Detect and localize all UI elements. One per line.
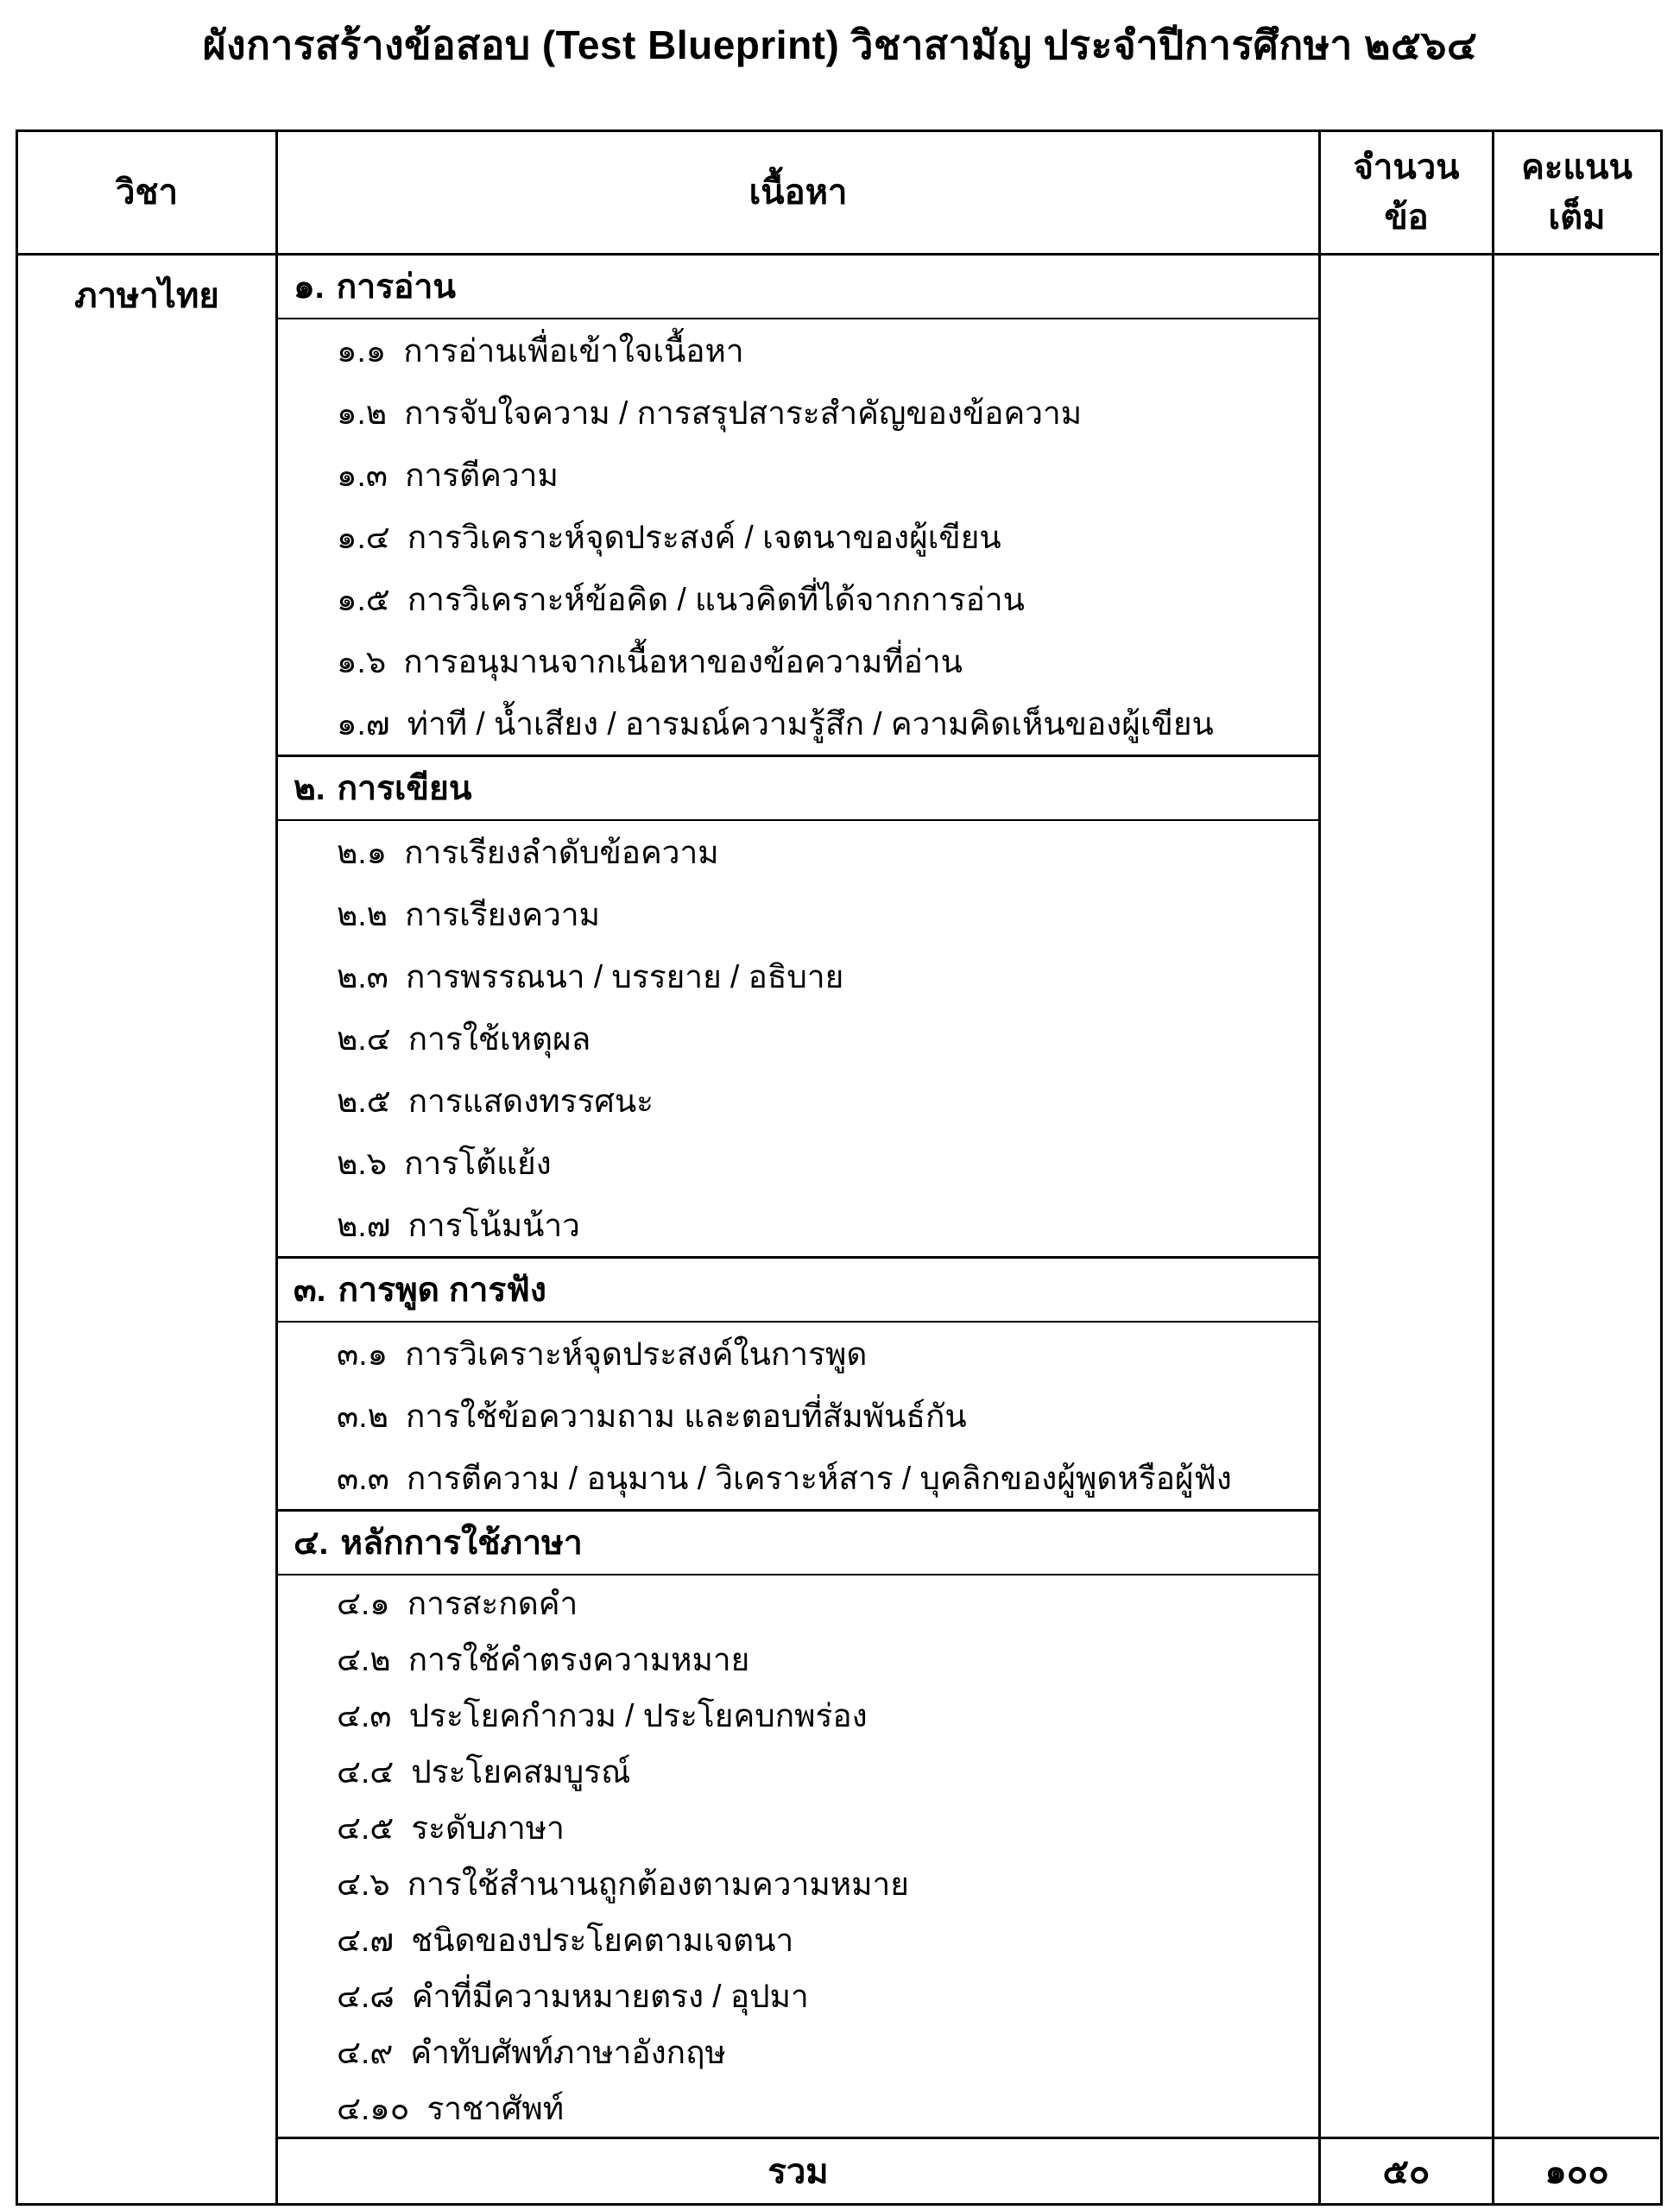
content-item-row (278, 2081, 1318, 2137)
item-text: การอ่านเพื่อเข้าใจเนื้อหา (403, 332, 744, 369)
item-number: ๔.๗ (337, 1923, 395, 1958)
content-item-row (278, 1323, 1318, 1385)
section-items (278, 821, 1318, 1259)
section-header (278, 1512, 1318, 1575)
max-score-header-line1: คะแนน (1521, 148, 1633, 186)
item-number: ๔.๙ (337, 2035, 394, 2070)
item-text: ประโยคสมบูรณ์ (411, 1754, 631, 1790)
section-items (278, 319, 1318, 757)
column-header-subject: วิชา (18, 132, 275, 256)
item-number: ๒.๒ (337, 896, 388, 932)
item-number: ๔.๒ (337, 1642, 391, 1677)
section-number: ๓. (294, 1272, 326, 1309)
page-title: ผังการสร้างข้อสอบ (Test Blueprint) วิชาสามัญ ประจำปีการศึกษา ๒๕๖๔ (202, 22, 1478, 67)
content-item-row (278, 883, 1318, 945)
item-number: ๔.๘ (337, 1979, 395, 2014)
section-number: ๔. (294, 1525, 329, 1562)
item-text: การใช้ข้อความถาม และตอบที่สัมพันธ์กัน (405, 1398, 967, 1434)
column-header-max-score (1492, 132, 1659, 256)
content-item-row (278, 630, 1318, 692)
content-item-row (278, 2024, 1318, 2081)
item-number: ๒.๓ (337, 958, 388, 994)
content-section (278, 1512, 1318, 2137)
item-number: ๑.๕ (337, 581, 390, 617)
item-number: ๓.๑ (337, 1335, 388, 1372)
item-text: ท่าที / น้ำเสียง / อารมณ์ความรู้สึก / ความคิดเห็นของผู้เขียน (407, 705, 1214, 742)
item-number: ๒.๖ (337, 1145, 388, 1181)
section-title: การเขียน (337, 770, 472, 807)
item-number: ๑.๗ (337, 705, 390, 742)
item-text: การใช้คำตรงความหมาย (407, 1642, 750, 1677)
item-text: การใช้เหตุผล (407, 1020, 591, 1057)
item-text: ระดับภาษา (411, 1810, 565, 1846)
item-number: ๔.๕ (337, 1810, 395, 1846)
max-score-header-line2: เต็ม (1548, 199, 1606, 237)
item-text: การตีความ / อนุมาน / วิเคราะห์สาร / บุคลิกของผู้พูดหรือผู้ฟัง (406, 1460, 1232, 1496)
item-number: ๑.๒ (337, 395, 388, 431)
content-item-row (278, 1800, 1318, 1856)
column-header-question-count (1318, 132, 1492, 256)
section-number: ๑. (294, 268, 325, 306)
total-max-score: ๑๐๐ (1492, 2137, 1659, 2203)
section-number: ๒. (294, 770, 325, 807)
item-text: การพรรณนา / บรรยาย / อธิบาย (405, 958, 844, 994)
section-items (278, 1575, 1318, 2137)
content-section (278, 757, 1318, 1259)
content-item-row (278, 568, 1318, 630)
content-item-row (278, 319, 1318, 382)
content-cell (275, 256, 1318, 2137)
item-text: การเรียงลำดับข้อความ (404, 834, 719, 870)
item-text: คำที่มีความหมายตรง / อุปมา (411, 1979, 809, 2014)
question-count-header-line1: จำนวน (1353, 148, 1460, 186)
content-item-row (278, 1575, 1318, 1632)
content-item-row (278, 1132, 1318, 1194)
content-item-row (278, 1385, 1318, 1447)
item-number: ๔.๖ (337, 1866, 390, 1902)
item-number: ๔.๔ (337, 1754, 395, 1790)
item-text: การโต้แย้ง (404, 1145, 552, 1181)
item-text: ราชาศัพท์ (426, 2091, 565, 2126)
item-number: ๔.๑ (337, 1586, 390, 1621)
content-item-row (278, 1194, 1318, 1256)
content-item-row (278, 506, 1318, 568)
item-text: การโน้มน้าว (407, 1207, 580, 1243)
item-text: การตีความ (405, 457, 559, 493)
item-number: ๒.๔ (337, 1020, 391, 1057)
subject-cell: ภาษาไทย (74, 277, 219, 315)
content-item-row (278, 382, 1318, 444)
total-question-count: ๕๐ (1318, 2137, 1492, 2203)
item-number: ๓.๓ (337, 1460, 389, 1496)
item-text: การจับใจความ / การสรุปสาระสำคัญของข้อความ (404, 395, 1083, 431)
item-text: การวิเคราะห์จุดประสงค์ / เจตนาของผู้เขียน (407, 519, 1001, 555)
item-text: การแสดงทรรศนะ (407, 1083, 654, 1119)
item-number: ๔.๑๐ (337, 2091, 410, 2126)
column-header-content: เนื้อหา (275, 132, 1318, 256)
item-text: การวิเคราะห์ข้อคิด / แนวคิดที่ได้จากการอ่าน (407, 581, 1025, 617)
content-item-row (278, 1007, 1318, 1070)
question-count-header-line2: ข้อ (1384, 199, 1429, 237)
section-title: การพูด การฟัง (338, 1272, 546, 1309)
item-text: การอนุมานจากเนื้อหาของข้อความที่อ่าน (403, 643, 963, 679)
content-section (278, 1259, 1318, 1512)
content-item-row (278, 1632, 1318, 1688)
item-text: การวิเคราะห์จุดประสงค์ในการพูด (405, 1335, 868, 1372)
blueprint-table (16, 129, 1663, 2206)
content-item-row (278, 444, 1318, 506)
content-item-row (278, 821, 1318, 883)
item-number: ๒.๕ (337, 1083, 391, 1119)
content-item-row (278, 1744, 1318, 1800)
item-number: ๒.๑ (337, 834, 388, 870)
content-item-row (278, 1968, 1318, 2024)
question-count-body-cell (1318, 256, 1492, 2137)
content-item-row (278, 692, 1318, 755)
item-number: ๑.๑ (337, 332, 387, 369)
section-header (278, 757, 1318, 821)
item-number: ๑.๔ (337, 519, 390, 555)
content-item-row (278, 945, 1318, 1007)
section-items (278, 1323, 1318, 1512)
total-row-label: รวม (275, 2137, 1318, 2203)
content-item-row (278, 1070, 1318, 1132)
item-text: ประโยคกำกวม / ประโยคบกพร่อง (408, 1698, 868, 1733)
content-section (278, 256, 1318, 757)
section-title: หลักการใช้ภาษา (340, 1525, 583, 1562)
item-text: ชนิดของประโยคตามเจตนา (411, 1923, 794, 1958)
item-number: ๓.๒ (337, 1398, 388, 1434)
item-number: ๑.๓ (337, 457, 388, 493)
content-item-row (278, 1912, 1318, 1968)
section-header (278, 256, 1318, 319)
item-text: การใช้สำนานถูกต้องตามความหมาย (407, 1866, 909, 1902)
item-number: ๒.๗ (337, 1207, 391, 1243)
item-number: ๑.๖ (337, 643, 387, 679)
content-item-row (278, 1447, 1318, 1509)
content-item-row (278, 1688, 1318, 1744)
item-text: คำทับศัพท์ภาษาอังกฤษ (410, 2035, 726, 2070)
section-title: การอ่าน (336, 268, 457, 306)
content-item-row (278, 1856, 1318, 1912)
item-text: การเรียงความ (405, 896, 601, 932)
item-number: ๔.๓ (337, 1698, 392, 1733)
max-score-body-cell (1492, 256, 1659, 2137)
section-header (278, 1259, 1318, 1323)
item-text: การสะกดคำ (407, 1586, 578, 1621)
